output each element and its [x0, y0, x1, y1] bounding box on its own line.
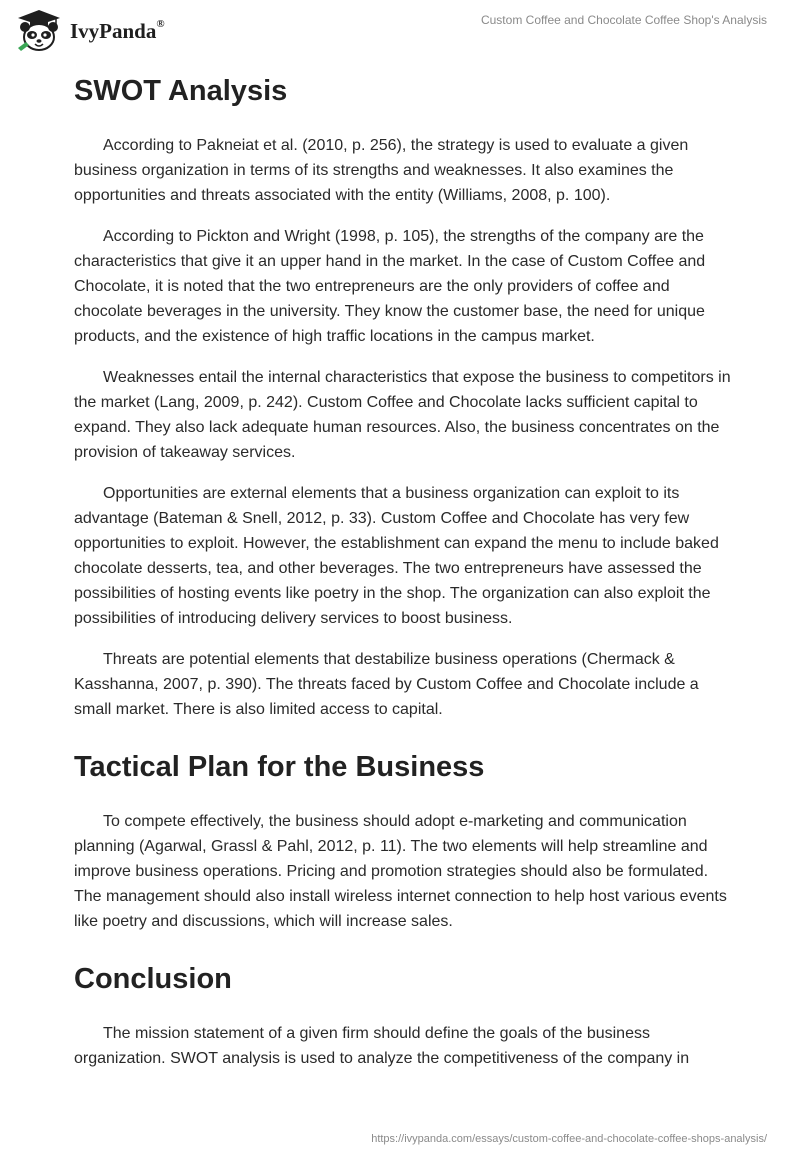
paragraph: Threats are potential elements that destabilize business operations (Chermack & Kasshanna, 2007, p. 390). The threats faced by Custom Coffee and Chocolate include a small market. There is also limited access to capital.	[74, 651, 699, 718]
paragraph: Weaknesses entail the internal characteristics that expose the business to competitors in the market (Lang, 2009, p. 242). Custom Coffee and Chocolate lacks sufficient capital to expand. They also lack adequate human resources. Also, the business concentrates on the provision of takeaway services.	[74, 369, 731, 461]
heading-swot-analysis: SWOT Analysis	[74, 75, 288, 107]
brand-logo[interactable]	[16, 8, 165, 52]
heading-tactical-plan: Tactical Plan for the Business	[74, 751, 485, 783]
paragraph: According to Pickton and Wright (1998, p. 105), the strengths of the company are the characteristics that give it an upper hand in the market. In the case of Custom Coffee and Chocolate, it is noted that the two entrepreneurs are the only providers of coffee and chocolate beverages in the university. They know the customer base, the need for unique products, and the existence of high traffic locations in the campus market.	[74, 228, 706, 345]
essay-content	[74, 70, 734, 1071]
paragraph: According to Pakneiat et al. (2010, p. 256), the strategy is used to evaluate a given business organization in terms of its strengths and weaknesses. It also examines the opportunities and threats associated with the entity (Williams, 2008, p. 100).	[74, 137, 689, 204]
paragraph: To compete effectively, the business should adopt e-marketing and communication planning (Agarwal, Grassl & Pahl, 2012, p. 11). The two elements will help streamline and improve business operations. Pricing and promotion strategies should also be formulated. The management should also install wireless internet connection to help host various events like poetry and discussions, which will increase sales.	[74, 813, 727, 930]
source-url-link[interactable]: https://ivypanda.com/essays/custom-coffee-and-chocolate-coffee-shops-analysis/	[371, 1133, 767, 1145]
brand-name: IvyPanda®	[70, 17, 165, 43]
panda-graduate-icon	[16, 8, 62, 52]
paragraph: The mission statement of a given firm should define the goals of the business organization. SWOT analysis is used to analyze the competitiveness of the company in	[74, 1025, 690, 1067]
page-header	[0, 0, 800, 60]
heading-conclusion: Conclusion	[74, 963, 232, 995]
document-title: Custom Coffee and Chocolate Coffee Shop's Analysis	[480, 13, 767, 27]
paragraph: Opportunities are external elements that a business organization can exploit to its advantage (Bateman & Snell, 2012, p. 33). Custom Coffee and Chocolate has very few opportunities to exploit. However, the establishment can expand the menu to include baked chocolate desserts, tea, and other beverages. The two entrepreneurs have assessed the possibilities of hosting events like poetry in the shop. The organization can also exploit the possibilities of introducing delivery services to boost business.	[74, 485, 719, 627]
